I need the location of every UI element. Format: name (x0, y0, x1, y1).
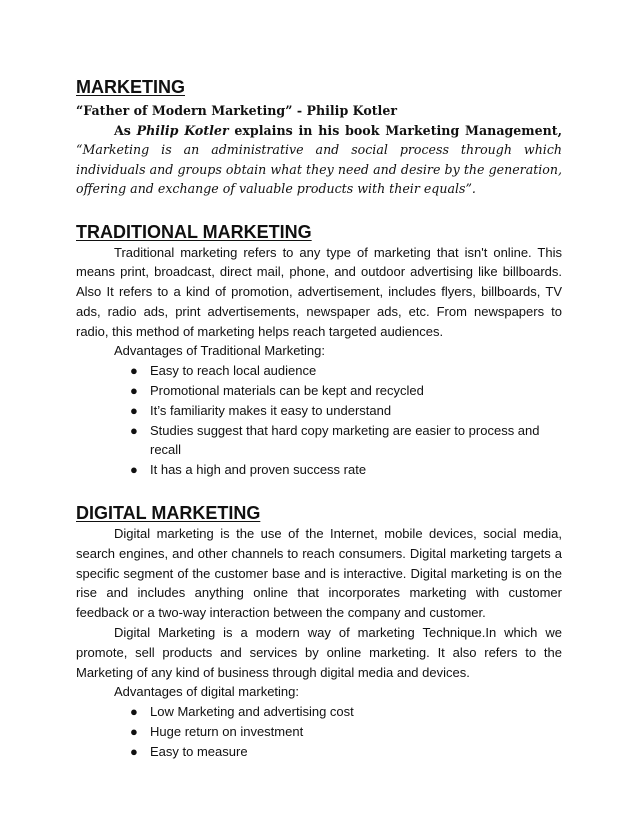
bullet-icon: ● (130, 363, 138, 379)
list-item-text: Low Marketing and advertising cost (150, 704, 354, 720)
bullet-icon: ● (130, 422, 138, 438)
list-item (130, 401, 562, 421)
list-item-text: Easy to reach local audience (150, 363, 317, 379)
heading-digital-marketing: DIGITAL MARKETING (76, 503, 261, 524)
list-item (130, 722, 562, 742)
kotler-name: Philip Kotler (136, 122, 229, 138)
bullet-icon: ● (130, 402, 138, 418)
digital-advantages-list (76, 702, 562, 761)
list-item-text: It has a high and proven success rate (150, 462, 367, 478)
list-item (130, 361, 562, 381)
bullet-icon: ● (130, 462, 138, 478)
kotler-para-part-3: explains in his book Marketing Management, (228, 122, 562, 138)
kotler-quote-title: “Father of Modern Marketing” - Philip Kotler (76, 103, 397, 118)
list-item (130, 702, 562, 722)
section-spacer (76, 199, 562, 221)
bullet-icon: ● (130, 704, 138, 720)
list-item (130, 460, 562, 480)
document-page (76, 76, 562, 762)
kotler-definition-paragraph (76, 121, 562, 199)
kotler-para-part-1: As (114, 122, 137, 138)
heading-marketing: MARKETING (76, 77, 185, 97)
traditional-advantages-label: Advantages of Traditional Marketing: (114, 343, 326, 359)
kotler-quote: “Marketing is an administrative and social process through which individuals and groups obtain what they need and desire by the generation, offering and exchange of valuable products with their equals”. (76, 142, 562, 196)
digital-paragraph-1: Digital marketing is the use of the Internet, mobile devices, social media, search engines, and other channels to reach consumers. Digital marketing targets a specific segment of the customer base and is interactive. Digital marketing is on the rise and includes anything online that incorporates marketing with customer feedback or a two-way interaction between the company and customer. (76, 526, 562, 621)
bullet-icon: ● (130, 383, 138, 399)
bullet-icon: ● (130, 724, 138, 740)
list-item (130, 421, 562, 461)
section-spacer (76, 480, 562, 502)
list-item-text: It’s familiarity makes it easy to understand (150, 402, 392, 418)
list-item-text: Studies suggest that hard copy marketing are easier to process and recall (150, 422, 540, 458)
digital-paragraph-2: Digital Marketing is a modern way of marketing Technique.In which we promote, sell products and services by online marketing. It also refers to the Marketing of any kind of business through digital media and devices. (76, 625, 562, 680)
list-item-text: Easy to measure (150, 743, 248, 759)
bullet-icon: ● (130, 743, 138, 759)
list-item-text: Huge return on investment (150, 724, 304, 740)
digital-advantages-label: Advantages of digital marketing: (114, 684, 299, 700)
list-item (130, 381, 562, 401)
heading-traditional-marketing: TRADITIONAL MARKETING (76, 221, 312, 242)
traditional-advantages-list (76, 361, 562, 480)
list-item-text: Promotional materials can be kept and recycled (150, 383, 424, 399)
traditional-paragraph: Traditional marketing refers to any type of marketing that isn't online. This means print, broadcast, direct mail, phone, and outdoor advertising like billboards. Also It refers to a kind of promotion, advertisement, includes flyers, billboards, TV ads, radio ads, print advertisements, newspaper ads, etc. From newspapers to radio, this method of marketing helps reach targeted audiences. (76, 244, 562, 339)
list-item (130, 742, 562, 762)
